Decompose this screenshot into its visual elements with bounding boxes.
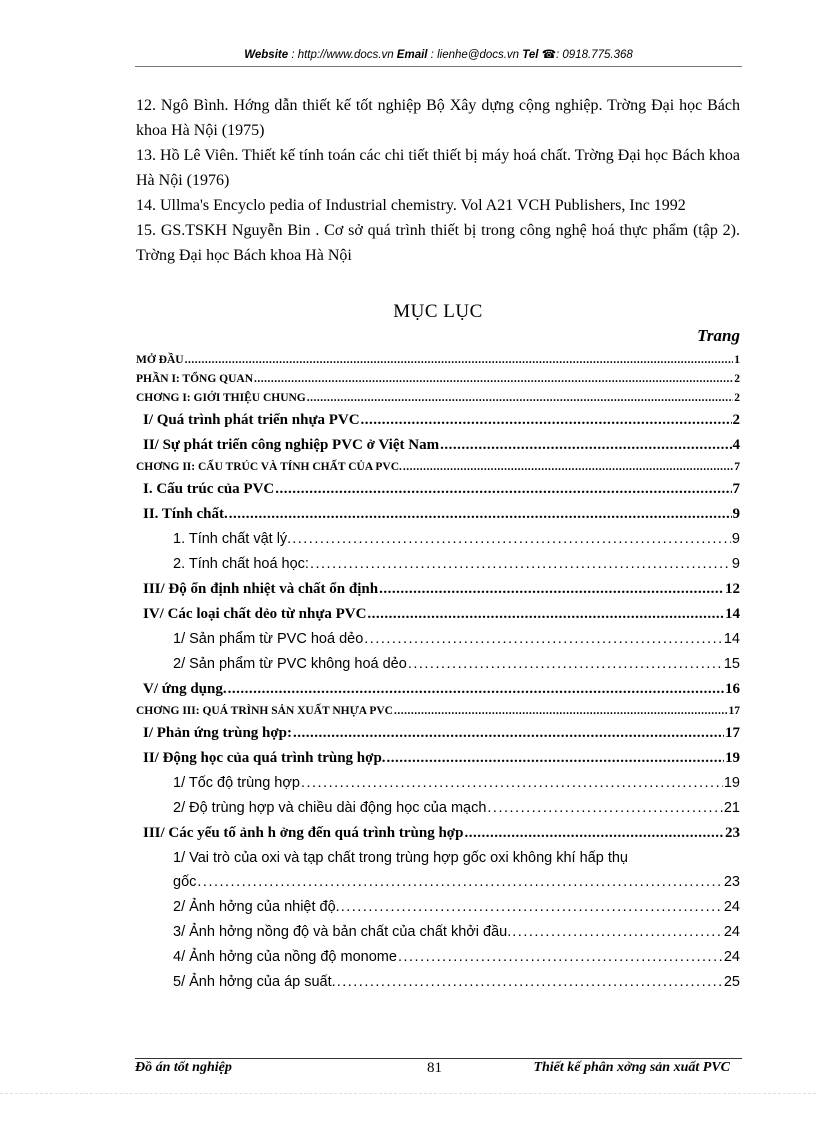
toc-entry-title: 4/ Ảnh hởng của nồng độ monome xyxy=(173,949,397,965)
toc-entry-page: 2 xyxy=(732,412,740,428)
toc-entry[interactable] xyxy=(136,602,740,627)
toc-leader-dots xyxy=(394,702,728,721)
toc-entry-title: II/ Sự phát triển công nghiệp PVC ở Việt Nam xyxy=(143,437,440,453)
toc-entry[interactable] xyxy=(136,677,740,702)
toc-leader-dots xyxy=(292,527,731,552)
toc-leader-dots xyxy=(403,458,733,477)
toc-leader-dots xyxy=(341,895,723,920)
toc-entry-title: CHƠNG II: CẤU TRÚC VÀ TÍNH CHẤT CỦA PVC. xyxy=(136,461,402,473)
toc-entry[interactable] xyxy=(136,458,740,477)
toc-leader-dots xyxy=(301,771,723,796)
toc-entry[interactable] xyxy=(136,821,740,846)
toc-entry-page: 9 xyxy=(731,556,740,572)
toc-leader-dots xyxy=(512,920,723,945)
toc-entry[interactable] xyxy=(136,351,740,370)
toc-entry-page: 14 xyxy=(723,631,740,647)
toc-entry[interactable] xyxy=(136,970,740,995)
toc-entry-title: 1/ Tốc độ trùng hợp xyxy=(173,775,300,791)
toc-leader-dots xyxy=(408,652,723,677)
toc-leader-dots xyxy=(361,408,732,433)
toc-entry-page: 19 xyxy=(723,775,740,791)
toc-leader-dots xyxy=(197,870,722,895)
phone-icon: ☎ xyxy=(541,49,557,61)
toc-leader-dots xyxy=(367,602,724,627)
page-footer xyxy=(135,1060,742,1080)
email-address[interactable]: lienhe@docs.vn xyxy=(437,49,520,61)
toc-entry[interactable] xyxy=(136,408,740,433)
toc-entry-page: 7 xyxy=(734,461,740,473)
toc-entry-title: PHẦN I: TỔNG QUAN xyxy=(136,373,254,385)
toc-leader-dots xyxy=(464,821,724,846)
toc-entry-page: 12 xyxy=(725,581,740,597)
toc-entry[interactable] xyxy=(136,370,740,389)
toc-leader-dots xyxy=(337,970,723,995)
page-header xyxy=(135,47,742,61)
toc-entry-title: 5/ Ảnh hởng của áp suất. xyxy=(173,974,336,990)
website-label: Website xyxy=(244,49,289,61)
footer-divider xyxy=(135,1058,742,1059)
toc-entry-page: 24 xyxy=(723,924,740,940)
toc-entry-title: IV/ Các loại chất dẻo từ nhựa PVC xyxy=(143,606,367,622)
toc-entry-page: 21 xyxy=(723,800,740,816)
toc-entry-page: 23 xyxy=(725,825,740,841)
tel-number: : 0918.775.368 xyxy=(556,49,633,61)
toc-entry[interactable] xyxy=(136,477,740,502)
toc-entry[interactable] xyxy=(136,627,740,652)
header-divider xyxy=(135,66,742,67)
toc-entry-page: 17 xyxy=(728,705,740,717)
toc-entry-title: 3/ Ảnh hởng nồng độ và bản chất của chất khởi đầu. xyxy=(173,924,512,940)
toc-entry-title: 2/ Độ trùng hợp và chiều dài động học của mạch xyxy=(173,800,487,816)
toc-entry-title: I/ Quá trình phát triển nhựa PVC xyxy=(143,412,360,428)
toc-leader-dots xyxy=(364,627,723,652)
toc-entry-page: 14 xyxy=(725,606,740,622)
toc-leader-dots xyxy=(379,577,724,602)
toc-entry-title: CHƠNG III: QUÁ TRÌNH SẢN XUẤT NHỰA PVC xyxy=(136,705,393,717)
toc-leader-dots xyxy=(310,552,731,577)
toc-entry-page: 9 xyxy=(731,531,740,547)
references-list xyxy=(136,93,740,268)
toc-entry-title: CHƠNG I: GIỚI THIỆU CHUNG xyxy=(136,392,306,404)
reference-item: 14. Ullma's Encyclo pedia of Industrial chemistry. Vol A21 VCH Publishers, Inc 1992 xyxy=(136,197,686,214)
toc-entry-title: MỞ ĐẦU xyxy=(136,354,184,366)
toc-leader-dots xyxy=(293,721,724,746)
toc-entry[interactable] xyxy=(136,771,740,796)
toc-entry[interactable] xyxy=(136,527,740,552)
toc-page-column-label: Trang xyxy=(697,326,740,345)
toc-entry-page: 17 xyxy=(725,725,740,741)
toc-entry[interactable] xyxy=(136,389,740,408)
toc-entry[interactable] xyxy=(136,945,740,970)
toc-leader-dots xyxy=(275,477,731,502)
toc-entry-page: 23 xyxy=(723,874,740,890)
page-number: 81 xyxy=(427,1060,442,1076)
toc-leader-dots xyxy=(307,389,733,408)
toc-entry[interactable] xyxy=(136,577,740,602)
toc-entry[interactable] xyxy=(136,920,740,945)
toc-entry-title: II/ Động học của quá trình trùng hợp. xyxy=(143,750,386,766)
toc-entry-page: 24 xyxy=(723,899,740,915)
toc-leader-dots xyxy=(487,796,722,821)
reference-item: 13. Hồ Lê Viên. Thiết kế tính toán các chi tiết thiết bị máy hoá chất. Trờng Đại học Bách khoa Hà Nội (1976) xyxy=(136,147,740,189)
toc-entry-page: 16 xyxy=(725,681,740,697)
toc-entry[interactable] xyxy=(136,652,740,677)
toc-entry-title: 2/ Sản phẩm từ PVC không hoá dẻo xyxy=(173,656,407,672)
toc-entry-page: 15 xyxy=(723,656,740,672)
toc-entry[interactable] xyxy=(136,895,740,920)
toc-entry-page: 4 xyxy=(732,437,740,453)
website-separator: : xyxy=(288,49,298,61)
toc-leader-dots xyxy=(440,433,731,458)
toc-entry-page: 19 xyxy=(725,750,740,766)
toc-entry-title: 2/ Ảnh hởng của nhiệt độ. xyxy=(173,899,340,915)
toc-leader-dots xyxy=(387,746,724,771)
toc-entry-title: 1. Tính chất vật lý. xyxy=(173,531,292,547)
footer-right-text: Thiết kế phân xởng sản xuất PVC xyxy=(533,1060,730,1075)
toc-entry-page: 7 xyxy=(732,481,740,497)
toc-entry[interactable] xyxy=(136,721,740,746)
toc-entry[interactable] xyxy=(136,702,740,721)
email-label: Email xyxy=(396,49,428,61)
toc-entry[interactable] xyxy=(136,796,740,821)
reference-item: 12. Ngô Bình. Hớng dẫn thiết kế tốt nghiệp Bộ Xây dựng cộng nghiệp. Trờng Đại học Bách khoa Hà Nội (1975) xyxy=(136,97,740,139)
footer-left-text: Đồ án tốt nghiệp xyxy=(135,1060,232,1075)
toc-leader-dots xyxy=(228,677,724,702)
toc-entry-first-line[interactable]: 1/ Vai trò của oxi và tạp chất trong trùng hợp gốc oxi không khí hấp thụ xyxy=(173,850,628,866)
toc-entry-title: III/ Các yếu tố ảnh h ởng đến quá trình trùng hợp xyxy=(143,825,464,841)
toc-entry-page: 24 xyxy=(723,949,740,965)
toc-entry-title: 1/ Sản phẩm từ PVC hoá dẻo xyxy=(173,631,364,647)
website-url[interactable]: http://www.docs.vn xyxy=(297,49,394,61)
toc-entry-title: V/ ứng dụng. xyxy=(143,681,227,697)
toc-entry-title: 2. Tính chất hoá học: xyxy=(173,556,309,572)
toc-entry-title: I. Cấu trúc của PVC xyxy=(143,481,275,497)
toc-entry-title: II. Tính chất. xyxy=(143,506,228,522)
reference-item: 15. GS.TSKH Nguyễn Bin . Cơ sở quá trình thiết bị trong công nghệ hoá thực phẩm (tập 2). Trờng Đại học Bách khoa Hà Nội xyxy=(136,222,740,264)
toc-entry-title: III/ Độ ổn định nhiệt và chất ổn định xyxy=(143,581,379,597)
email-separator: : xyxy=(427,49,438,61)
toc-entry-page: 25 xyxy=(723,974,740,990)
toc-entry[interactable] xyxy=(136,502,740,527)
toc-entry[interactable] xyxy=(136,433,740,458)
tel-label: Tel xyxy=(522,49,539,61)
toc-leader-dots xyxy=(254,370,733,389)
toc-entry-page: 1 xyxy=(734,354,740,366)
table-of-contents xyxy=(136,351,740,995)
toc-entry-page: 9 xyxy=(732,506,740,522)
toc-entry-page: 2 xyxy=(734,373,740,385)
toc-entry-page: 2 xyxy=(734,392,740,404)
page-bottom-edge xyxy=(0,1093,816,1094)
toc-title: MỤC LỤC xyxy=(393,301,483,322)
toc-leader-dots xyxy=(185,351,734,370)
toc-entry[interactable] xyxy=(136,870,740,895)
toc-entry[interactable] xyxy=(136,746,740,771)
toc-entry[interactable] xyxy=(136,552,740,577)
toc-entry-title: I/ Phản ứng trùng hợp: xyxy=(143,725,293,741)
toc-leader-dots xyxy=(398,945,723,970)
toc-entry-continuation: gốc xyxy=(173,874,197,890)
toc-leader-dots xyxy=(229,502,732,527)
